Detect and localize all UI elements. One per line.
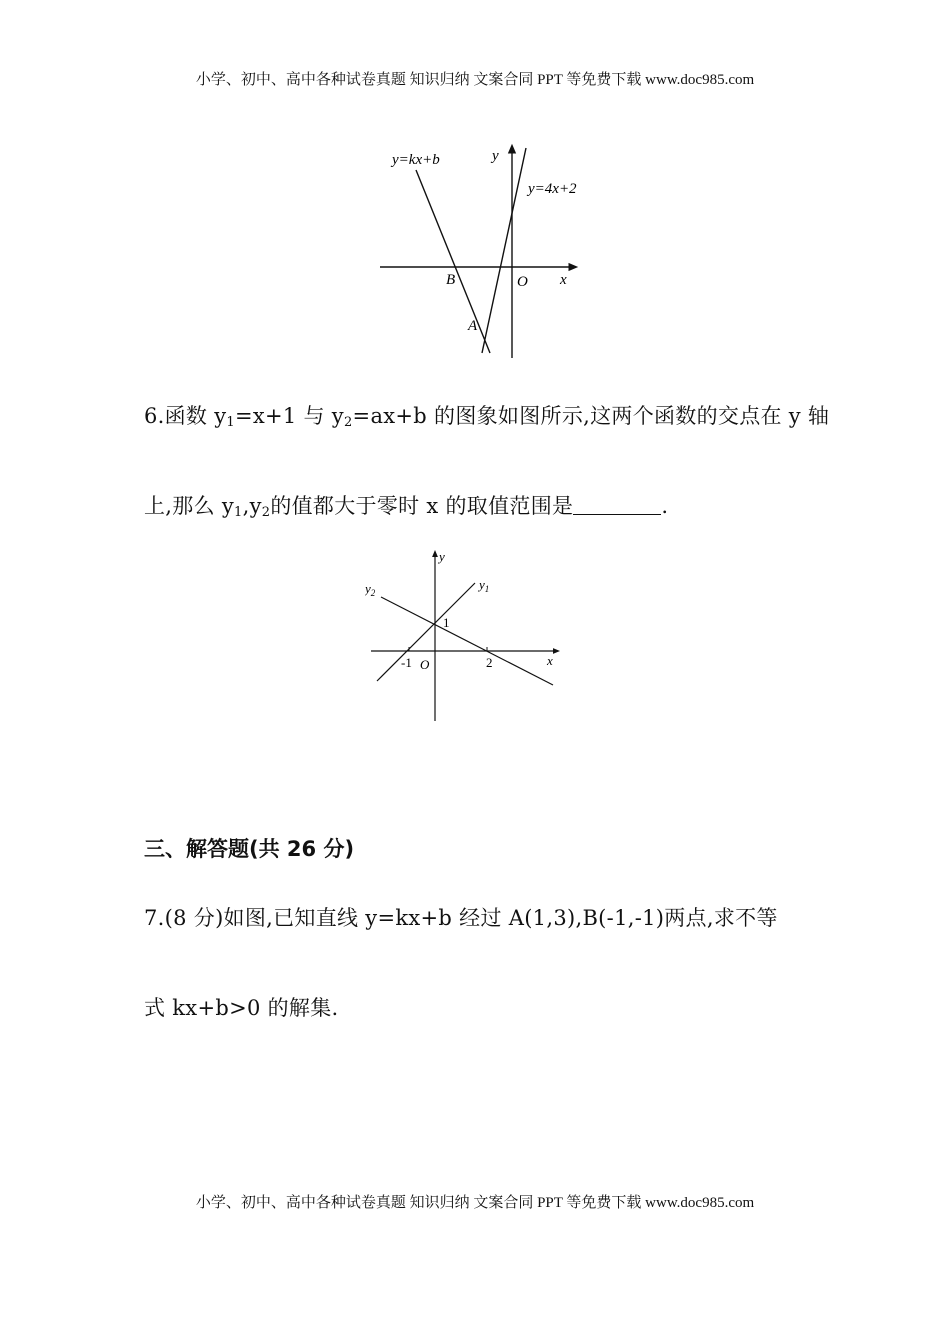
label-y2: $y_2$ bbox=[365, 581, 376, 598]
q6-line-2: 上,那么 $y_1,y_2$的值都大于零时 x 的取值范围是 . bbox=[144, 494, 669, 520]
answer-blank[interactable] bbox=[573, 494, 661, 515]
label-intercept-1: 1 bbox=[443, 615, 450, 630]
label-2: 2 bbox=[486, 655, 493, 670]
line-y2 bbox=[381, 597, 553, 685]
page-header: 小学、初中、高中各种试卷真题 知识归纳 文案合同 PPT 等免费下载 www.doc985.com bbox=[195, 72, 755, 88]
q7-line-1: 7.(8 分)如图,已知直线 y=kx+b 经过 A(1,3),B(-1,-1)两点,求不等 bbox=[144, 906, 778, 930]
label-y-axis: y bbox=[492, 148, 499, 164]
label-kx-plus-b: y=kx+b bbox=[392, 152, 440, 168]
page-footer: 小学、初中、高中各种试卷真题 知识归纳 文案合同 PPT 等免费下载 www.doc985.com bbox=[195, 1195, 755, 1211]
q7-line-2: 式 kx+b>0 的解集. bbox=[144, 996, 339, 1020]
line-4x-plus-2 bbox=[482, 148, 526, 353]
figure-2 bbox=[365, 545, 565, 727]
q6-line-1: 6.函数 $y_1=x+1$ 与 $y_2=ax+b$ 的图象如图所示,这两个函数的交点在 y 轴 bbox=[144, 404, 830, 430]
label-y1: $y_1$ bbox=[479, 577, 490, 594]
figure-1 bbox=[370, 138, 600, 368]
label-y-axis: y bbox=[439, 549, 445, 564]
label-x-axis: x bbox=[547, 653, 553, 668]
label-x-axis: x bbox=[560, 272, 567, 288]
label-point-b: B bbox=[446, 272, 456, 288]
label-origin: O bbox=[517, 274, 528, 290]
label-4x-plus-2: y=4x+2 bbox=[528, 181, 577, 197]
label-point-a: A bbox=[468, 318, 478, 334]
line-kx-plus-b bbox=[416, 170, 490, 353]
section-title: 三、解答题(共 26 分) bbox=[144, 837, 355, 861]
label-origin: O bbox=[420, 657, 430, 672]
label-neg1: -1 bbox=[401, 655, 412, 670]
